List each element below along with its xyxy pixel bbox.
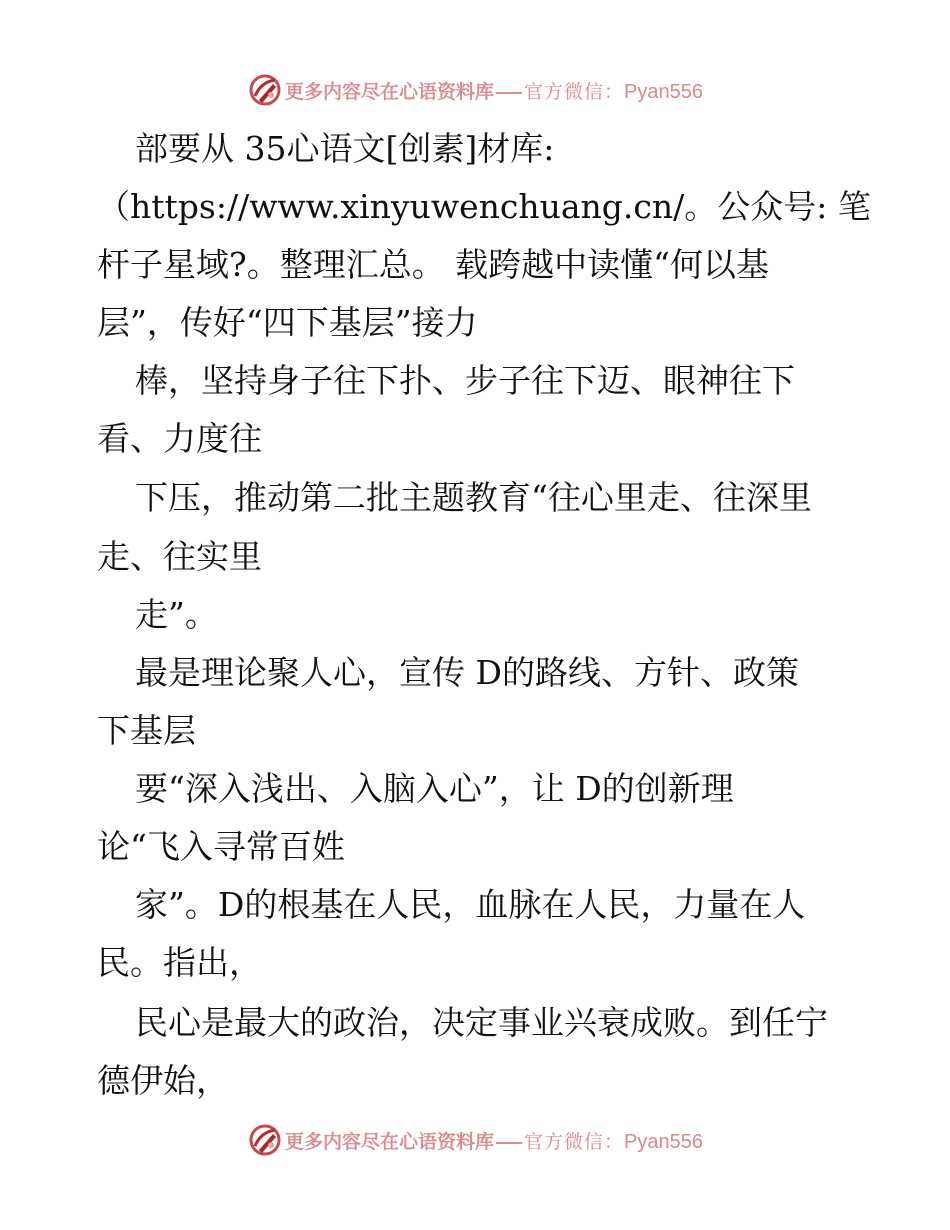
text-line: 棒，坚持身子往下扑、步子往下迈、眼神往下 [135, 361, 795, 400]
text-line: 走、往实里 [97, 537, 262, 576]
text-line: 最是理论聚人心，宣传 D的路线、方针、政策 [135, 653, 799, 692]
text-line: 民心是最大的政治，决定事业兴衰成败。到任宁 [135, 1003, 828, 1042]
text-line: 看、力度往 [97, 419, 262, 458]
text-line: 层”，传好“四下基层”接力 [97, 303, 478, 342]
banner-wechat-id: Pyan556 [624, 80, 703, 103]
banner-wechat-label: 官方微信： [524, 80, 625, 103]
banner-wechat-label: 官方微信： [524, 1130, 625, 1153]
text-line: 下基层 [97, 711, 196, 750]
banner-site-text: 更多内容尽在心语资料库 [285, 80, 495, 103]
footer-watermark-banner [0, 1120, 950, 1160]
text-line: 德伊始， [97, 1061, 229, 1100]
text-line: 民。指出， [97, 943, 262, 982]
banner-site-text: 更多内容尽在心语资料库 [285, 1130, 495, 1153]
banner-dash [496, 1142, 522, 1144]
text-line: 下压，推动第二批主题教育“往心里走、往深里 [135, 478, 812, 517]
text-line: 杆子星域?。整理汇总。 载跨越中读懂“何以基 [97, 245, 770, 284]
banner-wechat-id: Pyan556 [624, 1130, 703, 1153]
text-line: 论“飞入寻常百姓 [97, 827, 345, 866]
pen-swirl-logo-icon [247, 1122, 283, 1158]
text-line: 部要从 35心语文[创素]材库: [135, 129, 555, 168]
text-line: 家”。D的根基在人民，血脉在人民，力量在人 [135, 885, 806, 924]
text-line: （https://www.xinyuwenchuang.cn/。公众号: 笔 [97, 187, 871, 226]
text-line: 走”。 [135, 595, 218, 634]
text-line: 要“深入浅出、入脑入心”，让 D的创新理 [135, 769, 734, 808]
